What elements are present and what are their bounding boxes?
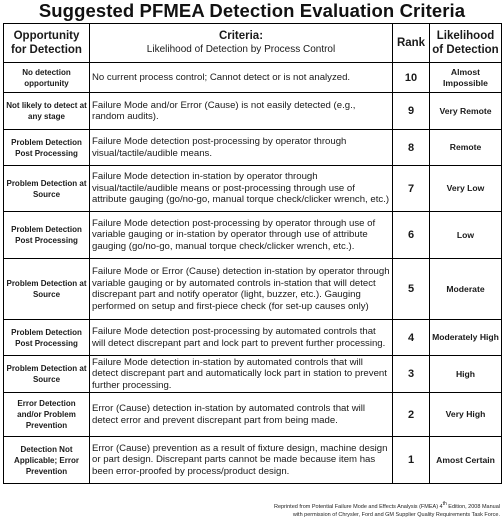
criteria-cell: Failure Mode detection post-processing by operator through use of variable gauging or in-station by operator through use of attribute gauging (go/no-go, manual torque check/clicker wrench, etc.).: [90, 212, 393, 259]
header-likelihood-line1: Likelihood: [436, 30, 495, 42]
likelihood-cell: Moderately High: [430, 320, 502, 356]
criteria-cell: Failure Mode or Error (Cause) detection in-station by operator through variable gauging or by automated controls in-station that will detect discrepant part and notify operator (light, buzzer, etc.). Gauging performed on setup and first-piece check (for set-up causes only): [90, 259, 393, 320]
criteria-cell: No current process control; Cannot detect or is not analyzed.: [90, 63, 393, 93]
table-row: [4, 259, 502, 320]
table-row: [4, 437, 502, 484]
criteria-cell: Failure Mode and/or Error (Cause) is not easily detected (e.g., random audits).: [90, 93, 393, 130]
header-opportunity: [4, 24, 90, 63]
criteria-cell: Error (Cause) detection in-station by automated controls that will detect error and prevent discrepant part from being made.: [90, 393, 393, 437]
rank-cell: 10: [393, 63, 430, 93]
rank-cell: 3: [393, 356, 430, 393]
page-title: Suggested PFMEA Detection Evaluation Criteria: [38, 0, 466, 21]
rank-cell: 8: [393, 130, 430, 166]
table-header-row: [4, 24, 502, 63]
rank-cell: 4: [393, 320, 430, 356]
table-row: [4, 166, 502, 212]
criteria-cell: Error (Cause) prevention as a result of fixture design, machine design or part design. Discrepant parts cannot be made because item has been error-proofed by process/product design.: [90, 437, 393, 484]
footnote-line1: [273, 501, 500, 510]
criteria-cell: Failure Mode detection in-station by automated controls that will detect discrepant part and automatically lock part in station to prevent further processing.: [90, 356, 393, 393]
header-likelihood-line2: of Detection: [432, 44, 499, 56]
table-row: [4, 212, 502, 259]
opportunity-cell: Problem Detection Post Processing: [4, 130, 90, 166]
header-criteria-line1: Criteria:: [218, 30, 264, 42]
likelihood-cell: Remote: [430, 130, 502, 166]
opportunity-cell: Problem Detection Post Processing: [4, 320, 90, 356]
header-opportunity-line1: Opportunity: [13, 30, 80, 42]
header-rank: Rank: [393, 24, 430, 63]
likelihood-cell: Very Remote: [430, 93, 502, 130]
opportunity-cell: Error Detection and/or Problem Prevention: [4, 393, 90, 437]
table-row: [4, 356, 502, 393]
footnote-edition-sup: th: [442, 501, 447, 507]
rank-cell: 6: [393, 212, 430, 259]
opportunity-cell: Problem Detection Post Processing: [4, 212, 90, 259]
opportunity-cell: Problem Detection at Source: [4, 166, 90, 212]
criteria-cell: Failure Mode detection in-station by operator through visual/tactile/audible means or post-processing through use of attribute gauging (go/no-go, manual torque check/clicker wrench, etc.): [90, 166, 393, 212]
likelihood-cell: Very High: [430, 393, 502, 437]
rank-cell: 1: [393, 437, 430, 484]
likelihood-cell: Moderate: [430, 259, 502, 320]
rank-cell: 5: [393, 259, 430, 320]
opportunity-cell: Problem Detection at Source: [4, 259, 90, 320]
opportunity-cell: Problem Detection at Source: [4, 356, 90, 393]
header-criteria-line2: Likelihood of Detection by Process Control: [146, 44, 336, 55]
footnote-line2: with permission of Chrysler, Ford and GM Supplier Quality Requirements Task Force.: [292, 511, 500, 518]
opportunity-cell: No detection opportunity: [4, 63, 90, 93]
rank-cell: 9: [393, 93, 430, 130]
table-row: [4, 393, 502, 437]
likelihood-cell: Amost Certain: [430, 437, 502, 484]
header-criteria: [90, 24, 393, 63]
opportunity-cell: Detection Not Applicable; Error Prevention: [4, 437, 90, 484]
footnote-line1-end: Edition, 2008 Manual: [446, 503, 500, 510]
table-row: [4, 93, 502, 130]
likelihood-cell: Very Low: [430, 166, 502, 212]
footnote-line1-start: Reprinted from Potential Failure Mode and Effects Analysis (FMEA) 4: [273, 503, 443, 510]
rank-cell: 2: [393, 393, 430, 437]
criteria-cell: Failure Mode detection post-processing by automated controls that will detect discrepant part and lock part to prevent further processing.: [90, 320, 393, 356]
table-row: [4, 320, 502, 356]
opportunity-cell: Not likely to detect at any stage: [4, 93, 90, 130]
source-footnote: [200, 500, 500, 519]
likelihood-cell: Almost Impossible: [430, 63, 502, 93]
header-opportunity-line2: for Detection: [11, 44, 82, 56]
table-row: [4, 130, 502, 166]
detection-criteria-table: [3, 23, 502, 484]
rank-cell: 7: [393, 166, 430, 212]
likelihood-cell: High: [430, 356, 502, 393]
likelihood-cell: Low: [430, 212, 502, 259]
table-row: [4, 63, 502, 93]
header-likelihood: [430, 24, 502, 63]
criteria-cell: Failure Mode detection post-processing by operator through visual/tactile/audible means.: [90, 130, 393, 166]
